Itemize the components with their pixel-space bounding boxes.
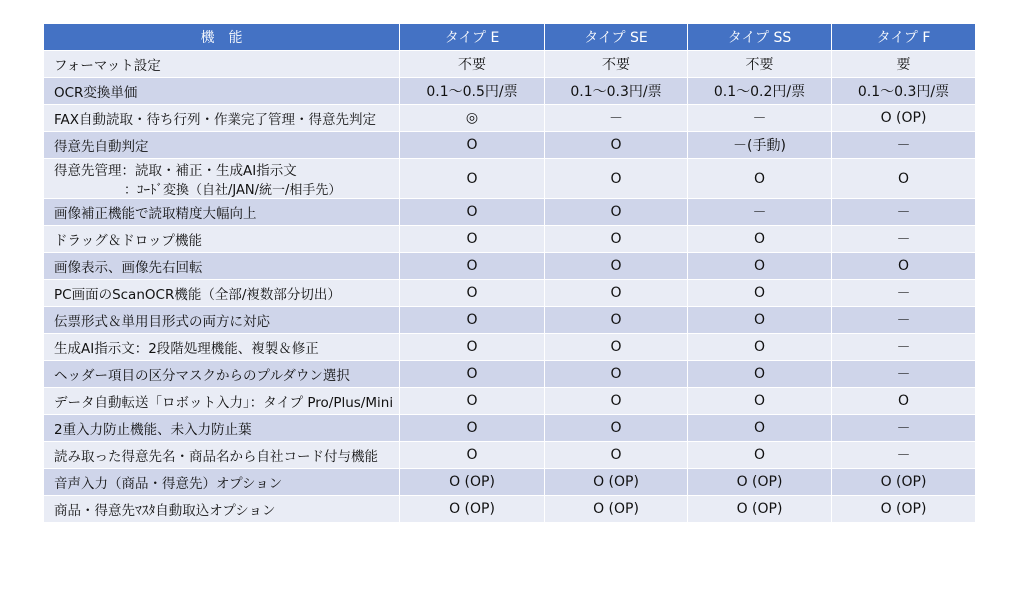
type-e-value: O xyxy=(400,334,545,361)
type-e-value: 0.1～0.5円/票 xyxy=(400,78,545,105)
feature-label: ドラッグ＆ドロップ機能 xyxy=(44,226,400,253)
type-f-value: － xyxy=(832,307,976,334)
type-ss-value: O xyxy=(688,334,832,361)
type-f-value: － xyxy=(832,361,976,388)
feature-label: FAX自動読取・待ち行列・作業完了管理・得意先判定 xyxy=(44,105,400,132)
type-ss-value: 0.1～0.2円/票 xyxy=(688,78,832,105)
table-row xyxy=(44,334,976,361)
feature-label-line-1: 得意先管理：読取・補正・生成AI指示文 xyxy=(54,163,297,179)
table-row xyxy=(44,361,976,388)
feature-comparison-table-wrapper xyxy=(43,23,975,523)
type-ss-value: O xyxy=(688,226,832,253)
feature-label: 得意先自動判定 xyxy=(44,132,400,159)
type-ss-value: O xyxy=(688,253,832,280)
table-row xyxy=(44,415,976,442)
table-row xyxy=(44,132,976,159)
type-f-value: － xyxy=(832,334,976,361)
type-ss-value: 不要 xyxy=(688,51,832,78)
type-f-value: O (OP) xyxy=(832,105,976,132)
feature-comparison-table xyxy=(43,23,976,523)
type-se-value: O xyxy=(545,442,688,469)
type-se-value: O xyxy=(545,253,688,280)
table-header-row xyxy=(44,24,976,51)
type-f-value: O (OP) xyxy=(832,469,976,496)
type-se-value: O xyxy=(545,334,688,361)
header-feature: 機 能 xyxy=(44,24,400,51)
type-f-value: － xyxy=(832,226,976,253)
feature-label: フォーマット設定 xyxy=(44,51,400,78)
table-row xyxy=(44,78,976,105)
type-f-value: － xyxy=(832,280,976,307)
type-e-value: ◎ xyxy=(400,105,545,132)
type-e-value: O xyxy=(400,415,545,442)
type-ss-value: O (OP) xyxy=(688,469,832,496)
table-row xyxy=(44,226,976,253)
type-se-value: O xyxy=(545,159,688,199)
type-f-value: O xyxy=(832,159,976,199)
header-type-f: タイプ F xyxy=(832,24,976,51)
type-e-value: O (OP) xyxy=(400,469,545,496)
type-se-value: O xyxy=(545,280,688,307)
type-ss-value: O xyxy=(688,415,832,442)
table-row xyxy=(44,469,976,496)
type-f-value: － xyxy=(832,199,976,226)
type-f-value: 0.1～0.3円/票 xyxy=(832,78,976,105)
type-f-value: － xyxy=(832,132,976,159)
type-e-value: O xyxy=(400,199,545,226)
feature-label: データ自動転送「ロボット入力」：タイプ Pro/Plus/Mini xyxy=(44,388,400,415)
table-row xyxy=(44,159,976,199)
type-se-value: O xyxy=(545,226,688,253)
type-ss-value: O xyxy=(688,280,832,307)
type-e-value: O xyxy=(400,253,545,280)
feature-label: PC画面のScanOCR機能（全部/複数部分切出） xyxy=(44,280,400,307)
type-f-value: O xyxy=(832,253,976,280)
feature-label-line-2: ：ｺｰﾄﾞ変換（自社/JAN/統一/相手先） xyxy=(124,183,342,198)
type-f-value: － xyxy=(832,415,976,442)
header-type-ss: タイプ SS xyxy=(688,24,832,51)
type-se-value: O xyxy=(545,388,688,415)
type-ss-value: O xyxy=(688,442,832,469)
type-f-value: O xyxy=(832,388,976,415)
feature-label: 商品・得意先ﾏｽﾀ自動取込オプション xyxy=(44,496,400,523)
type-se-value: 不要 xyxy=(545,51,688,78)
type-f-value: － xyxy=(832,442,976,469)
type-ss-value: O xyxy=(688,388,832,415)
type-e-value: O xyxy=(400,442,545,469)
table-row xyxy=(44,388,976,415)
feature-label xyxy=(44,159,400,199)
feature-label: 2重入力防止機能、未入力防止葉 xyxy=(44,415,400,442)
type-e-value: O xyxy=(400,132,545,159)
type-e-value: O xyxy=(400,280,545,307)
type-se-value: O xyxy=(545,307,688,334)
table-row xyxy=(44,442,976,469)
table-row xyxy=(44,496,976,523)
table-row xyxy=(44,307,976,334)
type-se-value: O xyxy=(545,415,688,442)
feature-label: 画像表示、画像先右回転 xyxy=(44,253,400,280)
table-row xyxy=(44,253,976,280)
header-type-e: タイプ E xyxy=(400,24,545,51)
type-e-value: O (OP) xyxy=(400,496,545,523)
type-f-value: 要 xyxy=(832,51,976,78)
table-row xyxy=(44,51,976,78)
type-e-value: 不要 xyxy=(400,51,545,78)
type-se-value: O xyxy=(545,132,688,159)
type-se-value: O xyxy=(545,199,688,226)
feature-label: OCR変換単価 xyxy=(44,78,400,105)
type-se-value: O (OP) xyxy=(545,496,688,523)
type-f-value: O (OP) xyxy=(832,496,976,523)
type-se-value: O (OP) xyxy=(545,469,688,496)
feature-label: 生成AI指示文：2段階処理機能、複製＆修正 xyxy=(44,334,400,361)
feature-label: 音声入力（商品・得意先）オプション xyxy=(44,469,400,496)
feature-label: 読み取った得意先名・商品名から自社コード付与機能 xyxy=(44,442,400,469)
type-e-value: O xyxy=(400,226,545,253)
table-row xyxy=(44,199,976,226)
table-row xyxy=(44,105,976,132)
type-ss-value: O xyxy=(688,361,832,388)
type-e-value: O xyxy=(400,307,545,334)
type-ss-value: －(手動) xyxy=(688,132,832,159)
type-se-value: － xyxy=(545,105,688,132)
type-ss-value: － xyxy=(688,105,832,132)
type-se-value: O xyxy=(545,361,688,388)
feature-label: 伝票形式＆単用目形式の両方に対応 xyxy=(44,307,400,334)
feature-label: 画像補正機能で読取精度大幅向上 xyxy=(44,199,400,226)
type-e-value: O xyxy=(400,361,545,388)
header-type-se: タイプ SE xyxy=(545,24,688,51)
type-ss-value: O xyxy=(688,159,832,199)
type-se-value: 0.1～0.3円/票 xyxy=(545,78,688,105)
type-e-value: O xyxy=(400,159,545,199)
type-ss-value: O xyxy=(688,307,832,334)
type-e-value: O xyxy=(400,388,545,415)
type-ss-value: O (OP) xyxy=(688,496,832,523)
table-row xyxy=(44,280,976,307)
type-ss-value: － xyxy=(688,199,832,226)
feature-label: ヘッダー項目の区分マスクからのプルダウン選択 xyxy=(44,361,400,388)
